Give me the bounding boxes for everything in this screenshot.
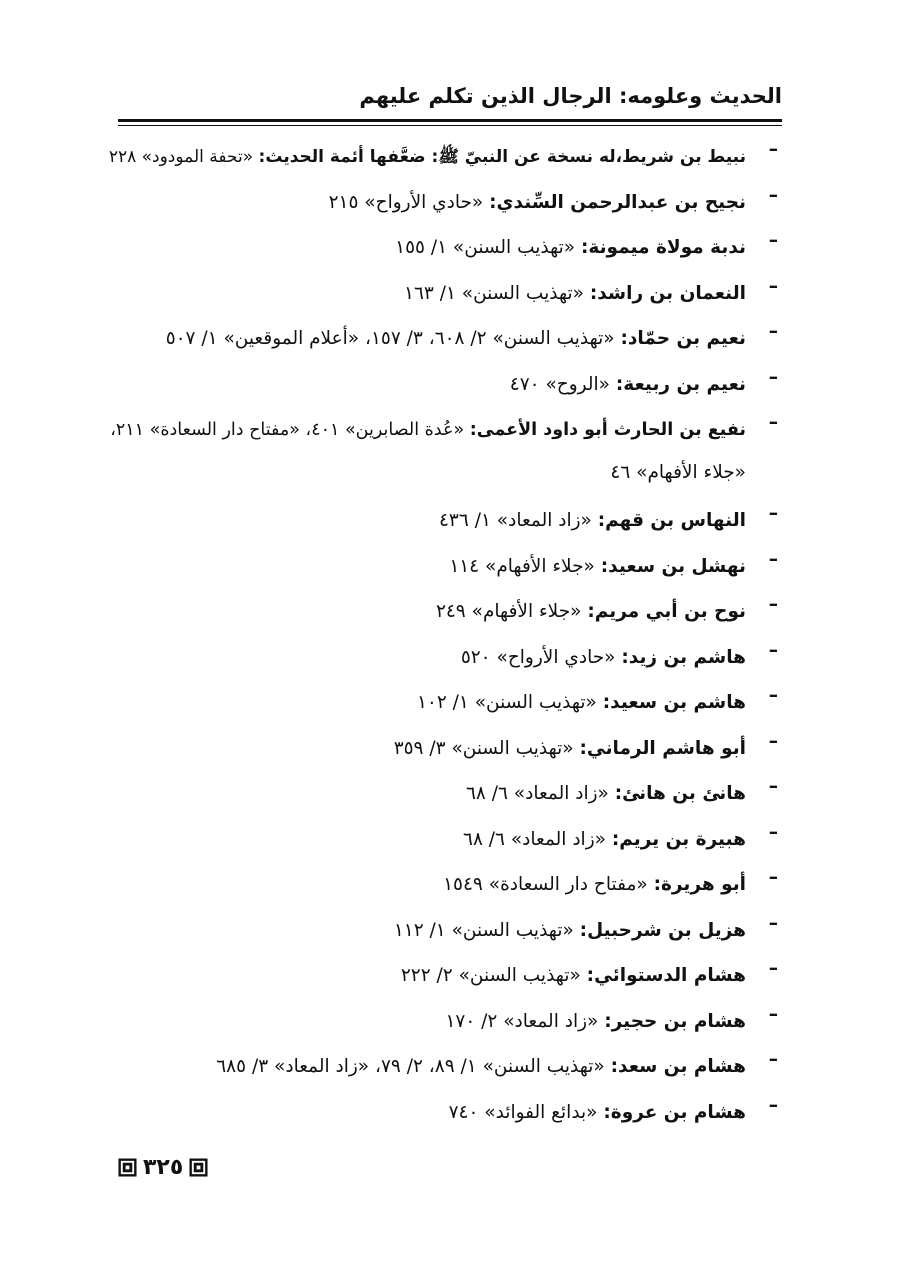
header-rule-thick [118,119,782,122]
index-entry [98,776,778,822]
index-entry [98,594,778,640]
source-reference: «بدائع الفوائد» ٧٤٠ [448,1101,598,1123]
narrator-name: هشام بن سعد: [610,1056,746,1077]
narrator-name: النعمان بن راشد: [589,282,746,304]
header-rule-thin [118,125,782,126]
narrator-name: هشام الدستوائي: [586,965,746,986]
index-entry [98,913,778,959]
source-reference: «زاد المعاد» ٦/ ٦٨ [463,828,606,850]
entry-line [98,503,746,549]
running-header-title: الحديث وعلومه: الرجال الذين تكلم عليهم [359,84,782,108]
entry-bullet: – [768,412,778,433]
entry-line [98,958,746,1004]
entry-line [98,1049,746,1095]
narrator-name: هزيل بن شرحبيل: [579,919,746,941]
entry-line [98,549,746,595]
source-reference: «زاد المعاد» ١/ ٤٣٦ [439,510,592,531]
index-entry [98,503,778,549]
entry-line [98,731,746,777]
entry-bullet: – [768,139,778,160]
entry-bullet: – [768,685,778,706]
entry-line [98,1095,746,1141]
entry-line [98,412,746,458]
index-entry [98,321,778,367]
entry-bullet: – [768,1049,778,1070]
source-reference: «تهذيب السنن» ٢/ ٢٢٢ [400,965,581,986]
narrator-name: هبيرة بن يريم: [611,828,746,850]
entry-bullet: – [768,912,778,934]
narrator-name: هاشم بن زيد: [621,646,746,668]
source-reference: «حادي الأرواح» ٢١٥ [328,191,484,213]
entry-bullet: – [768,867,778,888]
entry-bullet: – [768,275,778,297]
entry-line [98,185,746,231]
square-ornament-icon [189,1158,208,1177]
entry-line [98,776,746,822]
narrator-name: نعيم بن ربيعة: [615,373,746,395]
narrator-name: نجيح بن عبدالرحمن السِّندي: [489,191,746,213]
entry-line [98,640,746,686]
source-reference: «تهذيب السنن» ٣/ ٣٥٩ [393,737,574,759]
index-entry [98,685,778,731]
entry-bullet: – [768,230,778,251]
entry-bullet: – [768,321,778,342]
entry-line [98,230,746,276]
entry-bullet: – [768,366,778,388]
source-reference-continued: «جلاء الأفهام» ٤٦ [610,461,746,483]
index-entry [98,276,778,322]
entry-bullet: – [768,184,778,206]
entry-line [98,822,746,868]
narrator-name: أبو هاشم الرماني: [579,737,746,759]
source-reference: «تحفة المودود» ٢٢٨ [108,147,254,167]
source-reference: «تهذيب السنن» ١/ ١٠٢ [416,692,597,713]
source-reference: «جلاء الأفهام» ١١٤ [449,555,595,577]
source-reference: «جلاء الأفهام» ٢٤٩ [435,601,582,622]
narrator-name: هاشم بن سعيد: [602,692,746,713]
source-reference: «تهذيب السنن» ١/ ١١٢ [393,919,574,941]
entry-bullet: – [768,1094,778,1116]
entry-line [98,139,746,185]
index-entry [98,1049,778,1095]
index-entry [98,139,778,185]
entry-bullet: – [768,776,778,797]
entry-line [98,367,746,413]
index-entry [98,867,778,913]
narrator-name: نوح بن أبي مريم: [587,601,746,622]
narrator-name: نعيم بن حمّاد: [620,328,746,349]
page-number: ٣٢٥ [143,1154,184,1180]
narrator-name: هشام بن حجير: [604,1010,746,1032]
source-reference: «زاد المعاد» ٦/ ٦٨ [465,783,609,804]
index-entry [98,822,778,868]
index-entry [98,958,778,1004]
entry-bullet: – [768,821,778,843]
source-reference: «حادي الأرواح» ٥٢٠ [460,646,616,668]
source-reference: «تهذيب السنن» ١/ ١٦٣ [404,282,584,304]
entry-bullet: – [768,958,778,979]
narrator-name: أبو هريرة: [653,874,746,895]
index-entry [98,549,778,595]
entry-line [98,321,746,367]
narrator-index-list [98,139,778,1140]
source-reference: «تهذيب السنن» ٢/ ٦٠٨، ٣/ ١٥٧، «أعلام الموقعين» ١/ ٥٠٧ [165,328,615,349]
source-reference: «تهذيب السنن» ١/ ٨٩، ٢/ ٧٩، «زاد المعاد» ٣/ ٦٨٥ [216,1056,605,1077]
source-reference: «عُدة الصابرين» ٤٠١، «مفتاح دار السعادة» ٢١١، [110,420,465,440]
source-reference: «الروح» ٤٧٠ [509,373,610,395]
square-ornament-icon [118,1158,137,1177]
index-entry [98,185,778,231]
narrator-name: النهاس بن قهم: [597,510,746,531]
source-reference: «زاد المعاد» ٢/ ١٧٠ [445,1010,599,1032]
narrator-name: نفيع بن الحارث أبو داود الأعمى: [469,420,746,440]
index-entry [98,1004,778,1050]
narrator-name: نبيط بن شريط،له نسخة عن النبيّ ﷺ: ضعَّفها أئمة الحديث: [258,147,746,167]
entry-line [98,276,746,322]
narrator-name: هانئ بن هانئ: [614,783,746,804]
entry-bullet: – [768,1003,778,1025]
entry-bullet: – [768,594,778,615]
entry-line [98,594,746,640]
entry-bullet: – [768,639,778,661]
index-entry [98,731,778,777]
narrator-name: هشام بن عروة: [603,1101,746,1123]
entry-line [98,1004,746,1050]
entry-bullet: – [768,548,778,570]
index-entry [98,412,778,503]
narrator-name: ندبة مولاة ميمونة: [580,237,746,258]
index-entry [98,1095,778,1141]
source-reference: «مفتاح دار السعادة» ١٥٤٩ [443,874,648,895]
index-entry [98,367,778,413]
index-entry [98,640,778,686]
entry-line [98,867,746,913]
entry-bullet: – [768,503,778,524]
source-reference: «تهذيب السنن» ١/ ١٥٥ [395,237,576,258]
entry-line [98,913,746,959]
entry-bullet: – [768,730,778,752]
entry-line [98,685,746,731]
page-footer [118,1154,208,1180]
index-entry [98,230,778,276]
narrator-name: نهشل بن سعيد: [600,555,746,577]
